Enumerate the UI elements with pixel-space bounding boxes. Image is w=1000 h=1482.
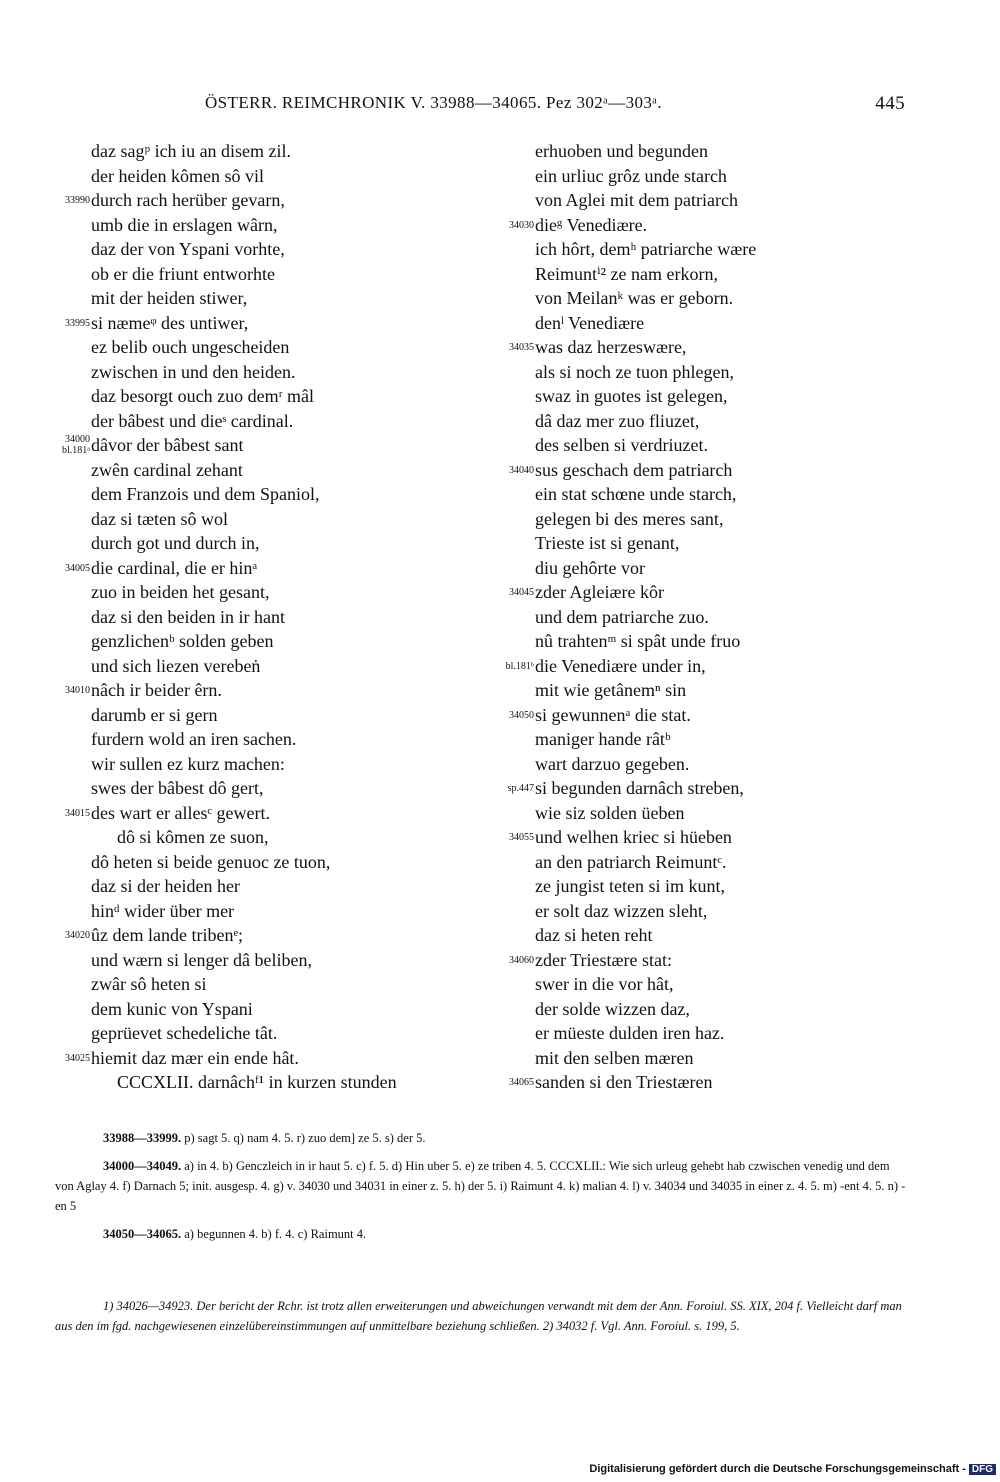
- verse-line: [470, 139, 950, 164]
- verse-line: [0, 972, 490, 997]
- verse-line: [0, 311, 490, 336]
- line-number: 34045: [509, 587, 534, 598]
- verse-text: er müeste dulden iren haz.: [535, 1023, 725, 1043]
- funding-text: Digitalisierung gefördert durch die Deutsche Forschungsgemeinschaft -: [589, 1463, 966, 1475]
- verse-text: wart darzuo gegeben.: [535, 753, 690, 774]
- verse-line: [470, 972, 950, 997]
- funding-notice: [589, 1463, 996, 1475]
- verse-text: zwên cardinal zehant: [91, 459, 243, 480]
- verse-line: [0, 629, 490, 654]
- verse-line: [470, 629, 950, 654]
- verse-line: [470, 850, 950, 875]
- verse-text: ein stat schœne unde starch,: [535, 484, 737, 504]
- verse-text: hiemit daz mær ein ende hât.: [91, 1047, 299, 1068]
- verse-text: erhuoben und begunden: [535, 141, 708, 161]
- verse-text: hinᵈ wider über mer: [91, 900, 235, 921]
- verse-line: [470, 1021, 950, 1046]
- verse-text: diu gehôrte vor: [535, 557, 645, 578]
- line-number: 34030: [509, 219, 534, 231]
- line-number: 34060: [509, 954, 534, 966]
- verse-line: [0, 1046, 490, 1071]
- verse-line: [470, 335, 950, 360]
- verse-line: [470, 776, 950, 801]
- verse-column-left: [0, 139, 490, 1095]
- verse-line: [470, 262, 950, 287]
- verse-line: [470, 1070, 950, 1095]
- verse-text: die cardinal, die er hinᵃ: [91, 557, 258, 578]
- verse-text: dem kunic von Yspani: [91, 998, 253, 1019]
- verse-text: wir sullen ez kurz machen:: [91, 753, 285, 774]
- verse-text: si gewunnenᵃ die stat.: [535, 704, 691, 725]
- line-number: 34000 bl.181ᵃ: [61, 434, 90, 456]
- verse-line: [0, 164, 490, 189]
- verse-text: daz besorgt ouch zuo demʳ mâl: [91, 386, 315, 406]
- verse-text: als si noch ze tuon phlegen,: [535, 361, 734, 382]
- verse-line: [470, 237, 950, 262]
- verse-line: [470, 1046, 950, 1071]
- verse-line: [470, 433, 950, 458]
- line-number: 34010: [65, 685, 90, 696]
- verse-line: [0, 678, 490, 703]
- verse-line: [0, 458, 490, 483]
- verse-line: [0, 850, 490, 875]
- variant-apparatus: [55, 1128, 910, 1244]
- verse-line: [470, 923, 950, 948]
- verse-line: [470, 213, 950, 238]
- verse-text: von Aglei mit dem patriarch: [535, 190, 738, 210]
- verse-line: [470, 899, 950, 924]
- variant-text: a) begunnen 4. b) f. 4. c) Raimunt 4.: [184, 1227, 367, 1241]
- verse-text: Trieste ist si genant,: [535, 533, 680, 553]
- verse-text: sanden si den Triestæren: [535, 1072, 713, 1092]
- line-number: 33990: [65, 195, 90, 206]
- verse-text: und dem patriarche zuo.: [535, 606, 709, 627]
- verse-line: [470, 801, 950, 826]
- verse-text: darumb er si gern: [91, 704, 218, 725]
- verse-text: an den patriarch Reimuntᶜ.: [535, 851, 727, 872]
- verse-text: daz si der heiden her: [91, 876, 240, 896]
- verse-text: dô si kômen ze suon,: [117, 827, 269, 847]
- verse-line: [0, 605, 490, 630]
- verse-line: [470, 311, 950, 336]
- verse-line: [470, 825, 950, 850]
- verse-line: [0, 286, 490, 311]
- line-number: sp.447: [507, 783, 534, 794]
- verse-text: daz der von Yspani vorhte,: [91, 239, 285, 259]
- line-number: 34065: [509, 1077, 534, 1088]
- verse-text: ze jungist teten si im kunt,: [535, 876, 725, 896]
- verse-column-right: [470, 139, 950, 1095]
- verse-text: nâch ir beider êrn.: [91, 680, 222, 700]
- verse-text: si næmeᵠ des untiwer,: [91, 312, 249, 333]
- verse-text: swer in die vor hât,: [535, 974, 674, 994]
- verse-text: wie siz solden üeben: [535, 802, 685, 823]
- verse-text: ez belib ouch ungescheiden: [91, 337, 290, 357]
- verse-line: [0, 531, 490, 556]
- verse-text: und welhen kriec si hüeben: [535, 827, 732, 847]
- line-number: 34040: [509, 464, 534, 476]
- verse-text: dieᵍ Venediære.: [535, 214, 648, 235]
- verse-text: furdern wold an iren sachen.: [91, 729, 297, 749]
- verse-text: zuo in beiden het gesant,: [91, 582, 270, 602]
- variant-block: [55, 1156, 910, 1216]
- line-number: 34025: [65, 1052, 90, 1064]
- verse-text: daz sagᵖ ich iu an disem zil.: [91, 141, 292, 161]
- verse-line: [470, 605, 950, 630]
- variant-range: 33988—33999.: [103, 1131, 182, 1145]
- verse-text: swes der bâbest dô gert,: [91, 778, 264, 798]
- verse-line: [470, 654, 950, 679]
- verse-line: [0, 703, 490, 728]
- verse-line: [470, 482, 950, 507]
- verse-line: [0, 899, 490, 924]
- verse-line: [470, 188, 950, 213]
- verse-text: mit den selben mæren: [535, 1047, 694, 1068]
- verse-line: [0, 580, 490, 605]
- verse-text: ob er die friunt entworhte: [91, 263, 275, 284]
- verse-text: des wart er allesᶜ gewert.: [91, 802, 271, 823]
- verse-text: CCCXLII. darnâchᶠ¹ in kurzen stunden: [117, 1072, 397, 1092]
- verse-line: [0, 727, 490, 752]
- verse-text: mit der heiden stiwer,: [91, 288, 248, 308]
- verse-text: daz si tæten sô wol: [91, 508, 228, 529]
- verse-text: dâvor der bâbest sant: [91, 435, 244, 455]
- verse-text: zder Triestære stat:: [535, 949, 672, 970]
- verse-line: [470, 997, 950, 1022]
- verse-text: und sich liezen verebeṅ: [91, 655, 261, 676]
- variant-block: [55, 1128, 910, 1148]
- verse-text: si begunden darnâch streben,: [535, 778, 744, 798]
- line-number: 33995: [65, 317, 90, 329]
- verse-line: [0, 948, 490, 973]
- verse-text: ich hôrt, demʰ patriarche wære: [535, 239, 757, 259]
- verse-text: zder Agleiære kôr: [535, 582, 664, 602]
- verse-line: [0, 507, 490, 532]
- dfg-logo: DFG: [969, 1464, 996, 1475]
- verse-line: [0, 752, 490, 777]
- verse-text: dâ daz mer zuo fliuzet,: [535, 410, 700, 431]
- verse-text: zwâr sô heten si: [91, 974, 207, 994]
- verse-text: genzlichenᵇ solden geben: [91, 631, 274, 651]
- verse-line: [0, 801, 490, 826]
- verse-text: dô heten si beide genuoc ze tuon,: [91, 851, 331, 872]
- verse-line: [470, 727, 950, 752]
- variant-range: 34050—34065.: [103, 1227, 182, 1241]
- verse-text: denˡ Venediære: [535, 312, 645, 333]
- verse-line: [470, 580, 950, 605]
- page-number: 445: [875, 93, 905, 114]
- verse-line: [0, 409, 490, 434]
- verse-text: Reimuntⁱ² ze nam erkorn,: [535, 263, 718, 284]
- line-number: 34015: [65, 807, 90, 819]
- verse-line: [0, 997, 490, 1022]
- verse-text: gelegen bi des meres sant,: [535, 508, 724, 529]
- verse-line: [0, 237, 490, 262]
- verse-line: [0, 556, 490, 581]
- variant-text: p) sagt 5. q) nam 4. 5. r) zuo dem] ze 5. s) der 5.: [184, 1131, 426, 1145]
- verse-line: [0, 213, 490, 238]
- verse-line: [470, 531, 950, 556]
- verse-line: [0, 360, 490, 385]
- verse-line: [0, 482, 490, 507]
- verse-line: [0, 1021, 490, 1046]
- verse-line: [470, 556, 950, 581]
- verse-text: daz si den beiden in ir hant: [91, 606, 285, 627]
- verse-line: [470, 948, 950, 973]
- variant-text: a) in 4. b) Genczleich in ir haut 5. c) f. 5. d) Hin uber 5. e) ze triben 4. 5. CCCXLII.: Wie sich urleug gehebt hab czwischen venedig und dem von Aglay 4. f) Darnach 5; init. ausgesp. 4. g) v. 34030 und 34031 in einer z. 5. h) der 5. i) Raimunt 4. k) malian 4. l) v. 34034 und 34035 in einer z. 4. 5. m) -ent 4. 5. n) -en 5: [55, 1159, 906, 1213]
- verse-line: [470, 703, 950, 728]
- verse-text: der bâbest und dieˢ cardinal.: [91, 410, 294, 431]
- page-header: [55, 93, 905, 117]
- verse-line: [470, 752, 950, 777]
- verse-line: [470, 384, 950, 409]
- verse-line: [0, 874, 490, 899]
- line-number: bl.181ᵇ: [505, 660, 534, 672]
- verse-line: [0, 384, 490, 409]
- verse-text: zwischen in und den heiden.: [91, 361, 296, 382]
- verse-line: [0, 654, 490, 679]
- verse-text: der solde wizzen daz,: [535, 998, 690, 1019]
- line-number: 34005: [65, 562, 90, 574]
- verse-line: [470, 678, 950, 703]
- verse-text: umb die in erslagen wârn,: [91, 214, 278, 235]
- verse-text: die Venediære under in,: [535, 655, 706, 676]
- verse-line: [470, 164, 950, 189]
- verse-text: ûz dem lande tribenᵉ;: [91, 925, 244, 945]
- verse-line: [470, 458, 950, 483]
- variant-block: [55, 1224, 910, 1244]
- verse-line: [470, 286, 950, 311]
- verse-text: der heiden kômen sô vil: [91, 165, 264, 186]
- verse-line: [0, 776, 490, 801]
- verse-text: durch rach herüber gevarn,: [91, 190, 285, 210]
- verse-line: [0, 923, 490, 948]
- verse-text: durch got und durch in,: [91, 533, 260, 553]
- line-number: 34050: [509, 709, 534, 721]
- verse-text: was daz herzeswære,: [535, 337, 687, 357]
- verse-text: und wærn si lenger dâ beliben,: [91, 949, 312, 970]
- verse-text: swaz in guotes ist gelegen,: [535, 386, 728, 406]
- verse-text: daz si heten reht: [535, 925, 653, 945]
- verse-text: maniger hande râtᵇ: [535, 729, 671, 749]
- verse-text: von Meilanᵏ was er geborn.: [535, 288, 734, 308]
- verse-text: sus geschach dem patriarch: [535, 459, 733, 480]
- verse-text: er solt daz wizzen sleht,: [535, 900, 708, 921]
- line-number: 34020: [65, 930, 90, 941]
- line-number: 34055: [509, 832, 534, 843]
- verse-text: geprüevet schedeliche tât.: [91, 1023, 278, 1043]
- line-number: 34035: [509, 342, 534, 353]
- footnotes: [55, 1296, 910, 1336]
- verse-line: [470, 360, 950, 385]
- verse-line: [0, 335, 490, 360]
- verse-line: [0, 188, 490, 213]
- verse-text: ein urliuc grôz unde starch: [535, 165, 727, 186]
- verse-text: nû trahtenᵐ si spât unde fruo: [535, 631, 741, 651]
- verse-text: des selben si verdriuzet.: [535, 435, 708, 455]
- verse-line: [470, 874, 950, 899]
- verse-text: mit wie getânemⁿ sin: [535, 680, 687, 700]
- verse-line: [0, 1070, 490, 1095]
- verse-line: [0, 825, 490, 850]
- verse-line: [0, 139, 490, 164]
- variant-range: 34000—34049.: [103, 1159, 182, 1173]
- verse-line: [0, 433, 490, 458]
- verse-line: [470, 409, 950, 434]
- verse-text: dem Franzois und dem Spaniol,: [91, 484, 320, 504]
- footnote: 1) 34026—34923. Der bericht der Rchr. ist trotz allen erweiterungen und abweichungen verwandt mit dem der Ann. Foroiul. SS. XIX, 204 f. Vielleicht darf man aus den im fgd. nachgewiesenen einzelübereinstimmungen auf unmittelbare beziehung schließen. 2) 34032 f. Vgl. Ann. Foroiul. s. 199, 5.: [55, 1299, 902, 1333]
- running-title: ÖSTERR. REIMCHRONIK V. 33988—34065. Pez 302ᵃ—303ᵃ.: [205, 93, 662, 112]
- verse-line: [0, 262, 490, 287]
- verse-line: [470, 507, 950, 532]
